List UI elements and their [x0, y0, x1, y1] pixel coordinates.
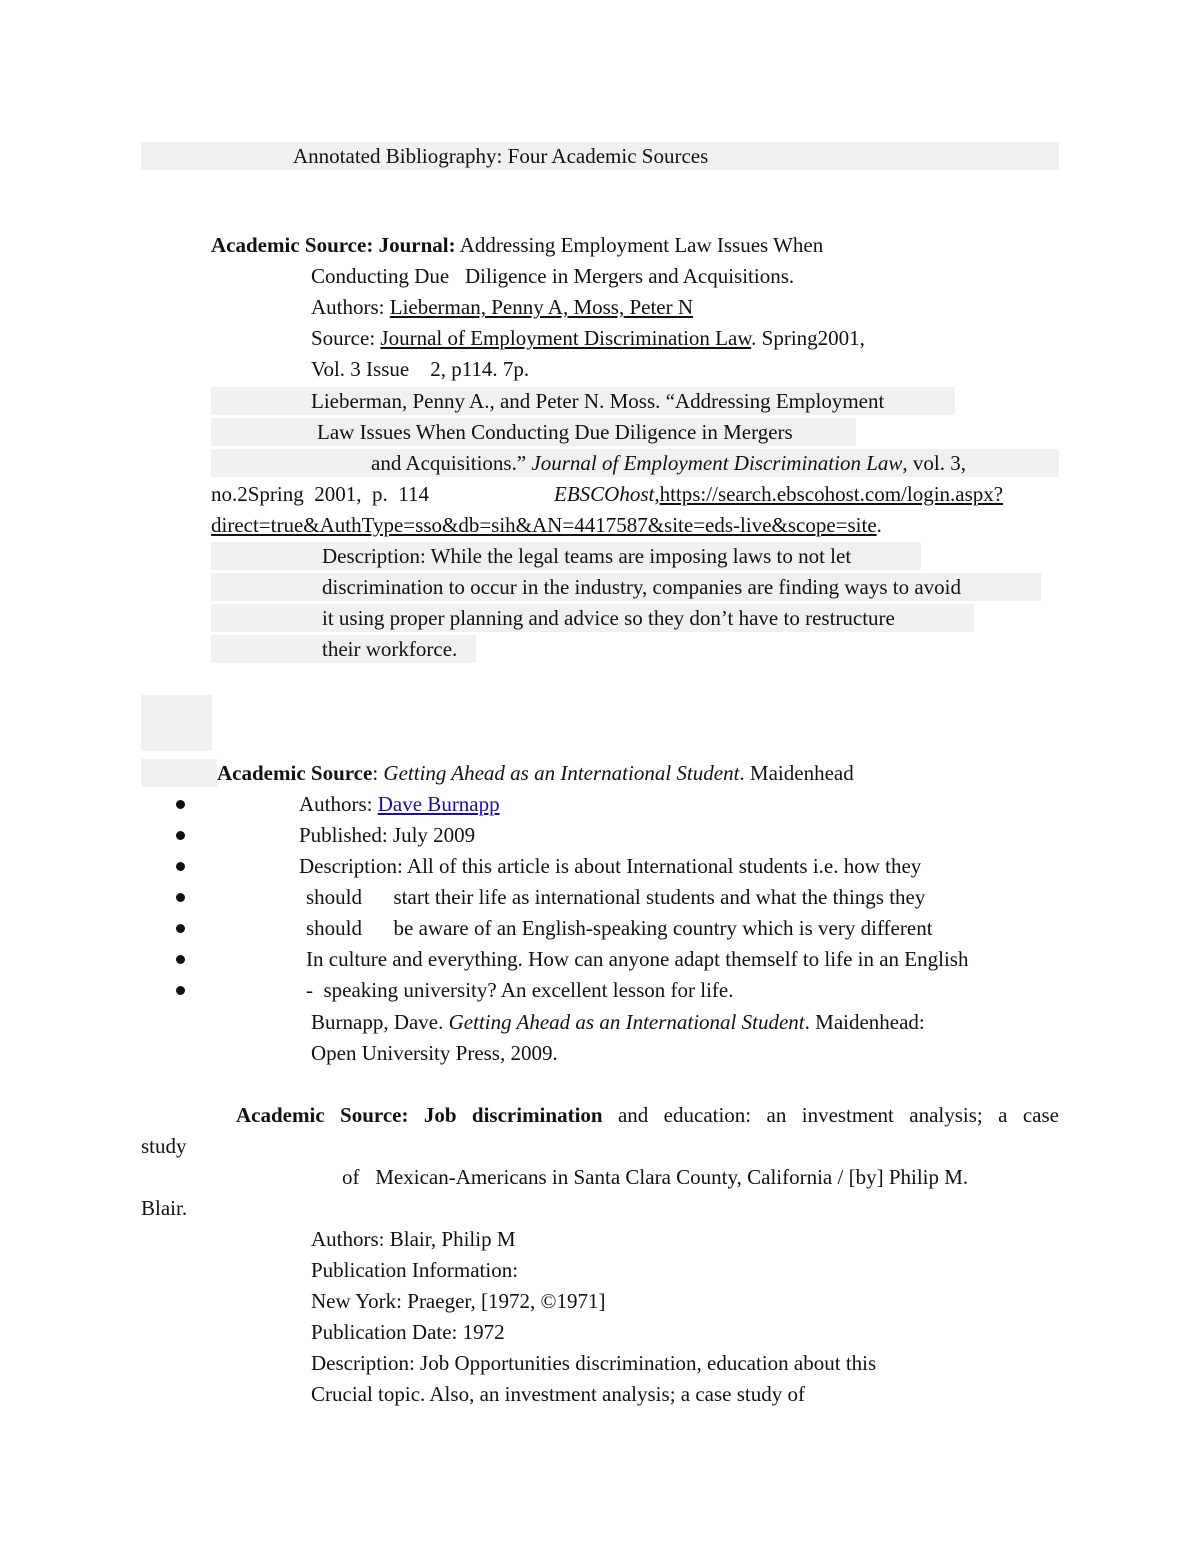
- bullet-icon: [176, 955, 185, 964]
- source3-publication-date: Publication Date: 1972: [311, 1320, 505, 1344]
- source3-description-line1: Description: Job Opportunities discrimination, education about this: [311, 1351, 877, 1375]
- source1-description-line3: it using proper planning and advice so they don’t have to restructure: [322, 606, 895, 630]
- source1-description-line4: their workforce.: [322, 637, 458, 661]
- source1-citation-line1: Lieberman, Penny A., and Peter N. Moss. “Addressing Employment: [311, 389, 885, 413]
- source2-author-link[interactable]: Dave Burnapp: [377, 792, 500, 816]
- source1-authors-link[interactable]: Lieberman, Penny A, Moss, Peter N: [389, 295, 694, 319]
- source3-title-line2: of Mexican-Americans in Santa Clara County, California / [by] Philip M.: [342, 1165, 969, 1189]
- citation-text: and Acquisitions.”: [371, 451, 527, 475]
- source1-heading-label: Academic Source: Journal:: [211, 233, 456, 257]
- source2-published: Published: July 2009: [299, 823, 476, 847]
- source2-authors: [299, 790, 500, 818]
- source3-authors: Authors: Blair, Philip M: [311, 1227, 516, 1251]
- citation-url-link[interactable]: https://search.ebscohost.com/login.aspx?: [659, 482, 1004, 506]
- citation-text: no.2Spring 2001, p. 114: [211, 482, 429, 506]
- source3-description-line2: Crucial topic. Also, an investment analysis; a case study of: [311, 1382, 805, 1406]
- empty-highlight-block: [141, 695, 212, 751]
- source1-journal-link[interactable]: Journal of Employment Discrimination Law: [380, 326, 752, 350]
- source2-description-line1: Description: All of this article is about International students i.e. how they: [299, 854, 922, 878]
- source3-publisher: New York: Praeger, [1972, ©1971]: [311, 1289, 606, 1313]
- source2-book-title: Getting Ahead as an International Student: [383, 761, 740, 785]
- citation-book-title: Getting Ahead as an International Student: [448, 1010, 805, 1034]
- source2-heading-label: Academic Source: [217, 761, 373, 785]
- source1-source-tail: . Spring2001,: [751, 326, 865, 350]
- bullet-icon: [176, 986, 185, 995]
- source1-volume: Vol. 3 Issue 2, p114. 7p.: [311, 357, 530, 381]
- source1-description-line1: Description: While the legal teams are imposing laws to not let: [322, 544, 852, 568]
- citation-database: EBSCOhost: [554, 482, 655, 506]
- source3-title-wrap: Blair.: [141, 1196, 188, 1220]
- citation-text: , vol. 3,: [902, 451, 966, 475]
- source1-authors: [311, 293, 693, 321]
- source1-description-line2: discrimination to occur in the industry, companies are finding ways to avoid: [322, 575, 961, 599]
- source3-publication-info: Publication Information:: [311, 1258, 519, 1282]
- bullet-icon: [176, 893, 185, 902]
- bullet-icon: [176, 924, 185, 933]
- source2-citation-line1: [311, 1008, 925, 1036]
- source2-citation-line2: Open University Press, 2009.: [311, 1041, 558, 1065]
- source3-heading-label: Academic Source: Job discrimination: [236, 1103, 603, 1127]
- source3-heading-tail: and education: an investment analysis; a case: [617, 1103, 1059, 1127]
- source1-source: [311, 324, 865, 352]
- citation-text: . Maidenhead:: [804, 1010, 925, 1034]
- bullet-icon: [176, 800, 185, 809]
- heading-separator: :: [372, 761, 379, 785]
- authors-label: Authors:: [311, 295, 385, 319]
- source2-heading-tail: . Maidenhead: [739, 761, 854, 785]
- source1-citation-line5: [211, 511, 882, 539]
- citation-journal: Journal of Employment Discrimination Law: [531, 451, 903, 475]
- source3-heading-wrap: study: [141, 1134, 187, 1158]
- bullet-icon: [176, 831, 185, 840]
- citation-url-link[interactable]: direct=true&AuthType=sso&db=sih&AN=4417587&site=eds-live&scope=site: [211, 513, 877, 537]
- page-title: Annotated Bibliography: Four Academic Sources: [293, 144, 709, 168]
- source1-citation-line3: [371, 449, 966, 477]
- source3-heading: [236, 1101, 1059, 1129]
- source1-heading: [211, 231, 823, 259]
- source2-description-line3: should be aware of an English-speaking country which is very different: [306, 916, 933, 940]
- authors-label: Authors:: [299, 792, 373, 816]
- bullet-icon: [176, 862, 185, 871]
- source2-description-line4: In culture and everything. How can anyone adapt themself to life in an English: [306, 947, 969, 971]
- source1-title-line1: Addressing Employment Law Issues When: [459, 233, 824, 257]
- source2-description-line2: should start their life as international students and what the things they: [306, 885, 926, 909]
- heading-highlight: [141, 759, 217, 787]
- source1-citation-line4: no.2Spring 2001, p. 114 EBSCOhost,https://search.ebscohost.com/login.aspx?: [211, 482, 1004, 506]
- source1-citation-line2: Law Issues When Conducting Due Diligence in Mergers: [317, 420, 793, 444]
- source1-title-line2: Conducting Due Diligence in Mergers and Acquisitions.: [311, 264, 795, 288]
- citation-text: Burnapp, Dave.: [311, 1010, 444, 1034]
- source2-heading: [217, 759, 854, 787]
- citation-text: .: [876, 513, 882, 537]
- source2-description-line5: - speaking university? An excellent lesson for life.: [306, 978, 734, 1002]
- source-label: Source:: [311, 326, 376, 350]
